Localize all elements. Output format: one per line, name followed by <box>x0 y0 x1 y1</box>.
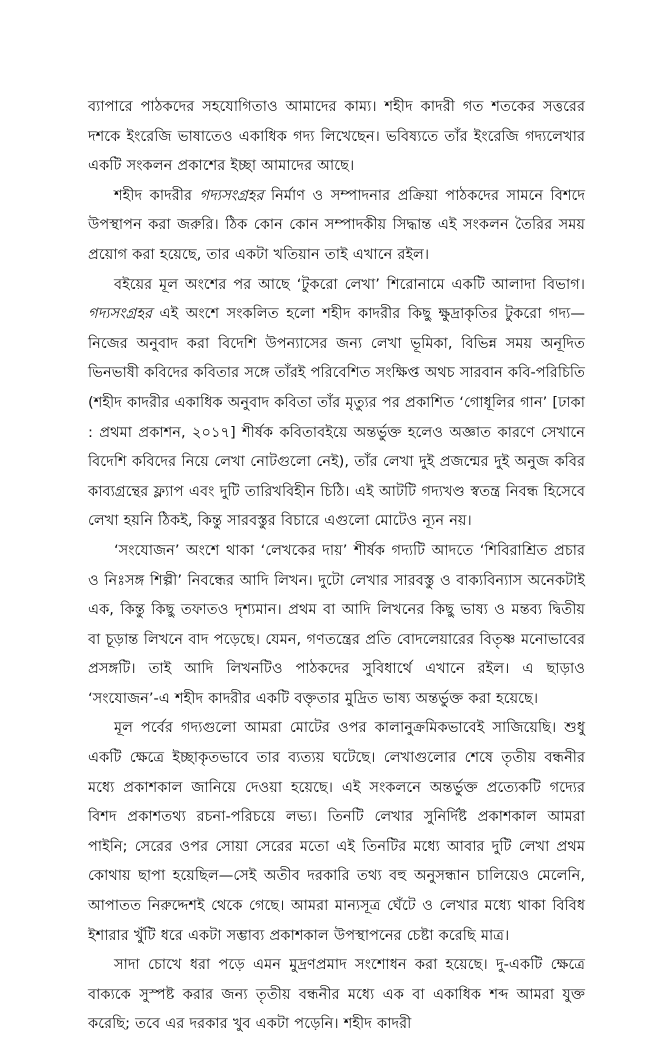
paragraph-continued-from-previous-page <box>88 92 585 181</box>
paragraph-text: ‘সংযোজন’ অংশে থাকা ‘লেখকের দায়’ শীর্ষক গদ্যটি আদতে ‘শিবিরাশ্রিত প্রচার ও নিঃসঙ্গ শিল্পী’ নিবন্ধের আদি লিখন। দুটো লেখার সারবস্তু ও বাক্যবিন্যাস অনেকটাই এক, কিন্তু কিছু তফাতও দৃশ্যমান। প্রথম বা আদি লিখনের কিছু ভাষ্য ও মন্তব্য দ্বিতীয় বা চূড়ান্ত লিখনে বাদ পড়েছে। যেমন, গণতন্ত্রের প্রতি বোদলেয়ারের বিতৃষ্ণ মনোভাবের প্রসঙ্গটি। তাই আদি লিখনটিও পাঠকদের সুবিধার্থে এখানে রইল। এ ছাড়াও ‘সংযোজন’-এ শহীদ কাদরীর একটি বক্তৃতার মুদ্রিত ভাষ্য অন্তর্ভুক্ত করা হয়েছে। <box>88 541 585 707</box>
paragraph-corrections <box>88 950 585 1039</box>
paragraph-text: মূল পর্বের গদ্যগুলো আমরা মোটের ওপর কালানুক্রমিকভাবেই সাজিয়েছি। শুধু একটি ক্ষেত্রে ইচ্ছাকৃতভাবে তার ব্যত্যয় ঘটেছে। লেখাগুলোর শেষে তৃতীয় বন্ধনীর মধ্যে প্রকাশকাল জানিয়ে দেওয়া হয়েছে। এই সংকলনে অন্তর্ভুক্ত প্রত্যেকটি গদ্যের বিশদ প্রকাশতথ্য রচনা-পরিচয়ে লভ্য। তিনটি লেখার সুনির্দিষ্ট প্রকাশকাল আমরা পাইনি; সেরের ওপর সোয়া সেরের মতো এই তিনটির মধ্যে আবার দুটি লেখা প্রথম কোথায় ছাপা হয়েছিল—সেই অতীব দরকারি তথ্য বহু অনুসন্ধান চালিয়েও মেলেনি, আপাতত নিরুদ্দেশই থেকে গেছে। আমরা মান্যসূত্র ঘেঁটে ও লেখার মধ্যে থাকা বিবিধ ইশারার খুঁটি ধরে একটা সম্ভাব্য প্রকাশকাল উপস্থাপনের চেষ্টা করেছি মাত্র। <box>88 719 585 944</box>
page-body <box>88 92 585 1039</box>
paragraph-chronology <box>88 713 585 950</box>
paragraph-fragments-section <box>88 270 585 536</box>
paragraph-appendix-section <box>88 536 585 714</box>
paragraph-editing-process <box>88 181 585 270</box>
book-title-italic: গদ্যসংগ্রহর <box>199 186 264 204</box>
paragraph-text: এই অংশে সংকলিত হলো শহীদ কাদরীর কিছু ক্ষুদ্রাকৃতির টুকরো গদ্য—নিজের অনুবাদ করা বিদেশি উপন্যাসের জন্য লেখা ভূমিকা, বিভিন্ন সময় অনূদিত ভিনভাষী কবিদের কবিতার সঙ্গে তাঁরই পরিবেশিত সংক্ষিপ্ত অথচ সারবান কবি-পরিচিতি (শহীদ কাদরীর একাধিক অনুবাদ কবিতা তাঁর মৃত্যুর পর প্রকাশিত ‘গোধূলির গান’ [ঢাকা : প্রথমা প্রকাশন, ২০১৭] শীর্ষক কবিতাবইয়ে অন্তর্ভুক্ত হলেও অজ্ঞাত কারণে সেখানে বিদেশি কবিদের নিয়ে লেখা নোটগুলো নেই), তাঁর লেখা দুই প্রজন্মের দুই অনুজ কবির কাব্যগ্রন্থের ফ্ল্যাপ এবং দুটি তারিখবিহীন চিঠি। এই আটটি গদ্যখণ্ড স্বতন্ত্র নিবন্ধ হিসেবে লেখা হয়নি ঠিকই, কিন্তু সারবস্তুর বিচারে এগুলো মোটেও ন্যূন নয়। <box>88 305 585 530</box>
paragraph-text: সাদা চোখে ধরা পড়ে এমন মুদ্রণপ্রমাদ সংশোধন করা হয়েছে। দু-একটি ক্ষেত্রে বাক্যকে সুস্পষ্ট করার জন্য তৃতীয় বন্ধনীর মধ্যে এক বা একাধিক শব্দ আমরা যুক্ত করেছি; তবে এর দরকার খুব একটা পড়েনি। শহীদ কাদরী <box>88 956 585 1033</box>
paragraph-text: ব্যাপারে পাঠকদের সহযোগিতাও আমাদের কাম্য। শহীদ কাদরী গত শতকের সত্তরের দশকে ইংরেজি ভাষাতেও একাধিক গদ্য লিখেছেন। ভবিষ্যতে তাঁর ইংরেজি গদ্যলেখার একটি সংকলন প্রকাশের ইচ্ছা আমাদের আছে। <box>88 98 585 175</box>
paragraph-text: বইয়ের মূল অংশের পর আছে ‘টুকরো লেখা’ শিরোনামে একটি আলাদা বিভাগ। <box>114 275 585 293</box>
book-title-italic: গদ্যসংগ্রহর <box>88 305 153 323</box>
paragraph-text: নির্মাণ ও সম্পাদনার প্রক্রিয়া পাঠকদের সামনে বিশদে উপস্থাপন করা জরুরি। ঠিক কোন কোন সম্পাদকীয় সিদ্ধান্ত এই সংকলন তৈরির সময় প্রয়োগ করা হয়েছে, তার একটা খতিয়ান তাই এখানে রইল। <box>88 186 586 263</box>
paragraph-text: শহীদ কাদরীর <box>114 186 200 204</box>
